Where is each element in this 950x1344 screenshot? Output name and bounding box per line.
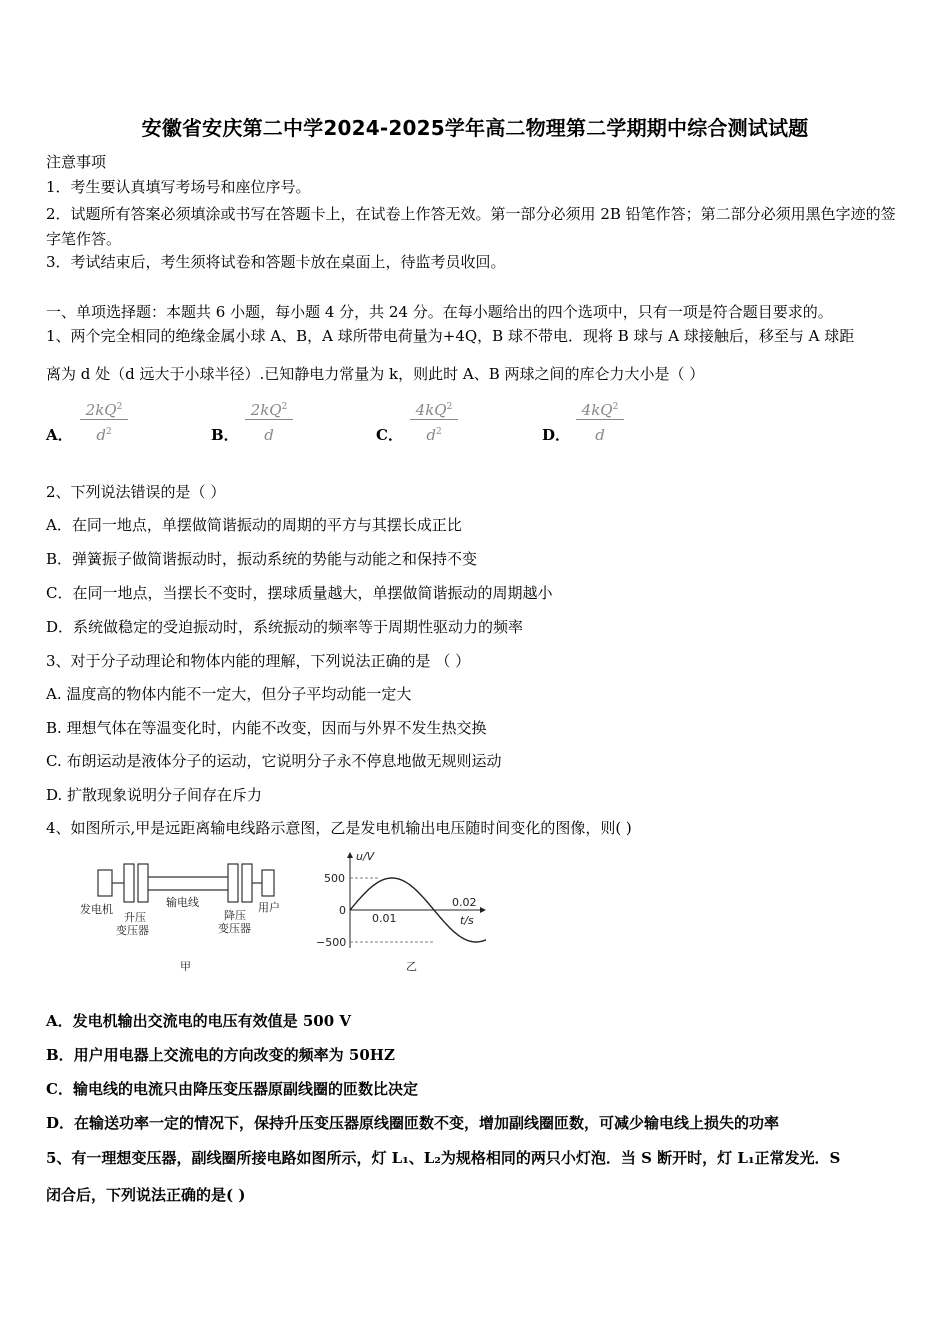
- label-step-up-2: 变压器: [116, 924, 149, 937]
- tick-0-01: 0.01: [372, 912, 397, 925]
- question-2-option-a[interactable]: A．在同一地点，单摆做简谐振动的周期的平方与其摆长成正比: [46, 516, 462, 534]
- question-3-option-a[interactable]: A. 温度高的物体内能不一定大，但分子平均动能一定大: [46, 685, 412, 703]
- fraction: $2kQ^2$ d: [241, 396, 297, 443]
- question-2-option-c[interactable]: C．在同一地点，当摆长不变时，摆球质量越大，单摆做简谐振动的周期越小: [46, 584, 553, 602]
- notice-item: 1．考生要认真填写考场号和座位序号。: [46, 178, 311, 196]
- tick-500: 500: [324, 872, 345, 885]
- question-4-figure: [76, 846, 486, 981]
- question-4-option-d[interactable]: D．在输送功率一定的情况下，保持升压变压器原线圈匝数不变，增加副线圈匝数，可减少输电线上损失的功率: [46, 1114, 780, 1132]
- option-label: C．: [376, 426, 403, 444]
- caption-right: 乙: [406, 960, 417, 973]
- label-user: 用户: [258, 901, 280, 914]
- question-3-option-c[interactable]: C. 布朗运动是液体分子的运动，它说明分子永不停息地做无规则运动: [46, 752, 502, 770]
- notice-heading: 注意事项: [46, 153, 107, 171]
- step-down-primary: [228, 864, 238, 902]
- tick-neg-500: −500: [316, 936, 347, 949]
- question-3-option-d[interactable]: D. 扩散现象说明分子间存在斥力: [46, 786, 263, 804]
- question-4-option-c[interactable]: C．输电线的电流只由降压变压器原副线圈的匝数比决定: [46, 1080, 418, 1098]
- question-4-option-a[interactable]: A．发电机输出交流电的电压有效值是 500 V: [46, 1012, 352, 1030]
- fraction: $4kQ^2$ $d^2$: [406, 396, 462, 443]
- u-axis-label: u/V: [356, 850, 375, 863]
- step-down-secondary: [242, 864, 252, 902]
- fraction: $4kQ^2$ d: [572, 396, 628, 443]
- generator-box: [98, 870, 112, 896]
- label-step-up-1: 升压: [124, 911, 146, 924]
- notice-item: 3．考试结束后，考生须将试卷和答题卡放在桌面上，待监考员收回。: [46, 253, 506, 271]
- t-axis-arrow: [480, 907, 486, 913]
- step-up-secondary: [138, 864, 148, 902]
- section-heading: 一、单项选择题：本题共 6 小题，每小题 4 分，共 24 分。在每小题给出的四个选项中，只有一项是符合题目要求的。: [46, 303, 833, 321]
- voltage-graph: [316, 850, 486, 973]
- question-5-line-1: 5、有一理想变压器，副线圈所接电路如图所示，灯 L₁、L₂为规格相同的两只小灯泡．当 S 断开时，灯 L₁正常发光．S: [46, 1149, 841, 1167]
- question-4-stem: 4、如图所示,甲是远距离输电线路示意图，乙是发电机输出电压随时间变化的图像，则( ): [46, 819, 632, 837]
- page-title: 安徽省安庆第二中学2024-2025学年高二物理第二学期期中综合测试试题: [141, 116, 809, 140]
- label-step-down-1: 降压: [224, 909, 246, 922]
- notice-item: 2．试题所有答案必须填涂或书写在答题卡上，在试卷上作答无效。第一部分必须用 2B 铅笔作答；第二部分必须用黑色字迹的签字笔作答。: [46, 205, 896, 248]
- user-box: [262, 870, 274, 896]
- fraction: $2kQ^2$ $d^2$: [76, 396, 132, 443]
- question-2-option-b[interactable]: B．弹簧振子做简谐振动时，振动系统的势能与动能之和保持不变: [46, 550, 478, 568]
- question-1-line-2: 离为 d 处（d 远大于小球半径）.已知静电力常量为 k，则此时 A、B 两球之间的库仑力大小是（ ）: [46, 365, 705, 383]
- option-label: B．: [211, 426, 239, 444]
- option-label: D．: [542, 426, 571, 444]
- question-3-option-b[interactable]: B. 理想气体在等温变化时，内能不改变，因而与外界不发生热交换: [46, 719, 487, 737]
- step-up-primary: [124, 864, 134, 902]
- question-3-stem: 3、对于分子动理论和物体内能的理解，下列说法正确的是 （ ）: [46, 652, 471, 670]
- label-line: 输电线: [166, 896, 199, 909]
- question-1-options: [46, 396, 906, 450]
- question-5-line-2: 闭合后，下列说法正确的是( ): [46, 1186, 246, 1204]
- option-label: A．: [46, 426, 73, 444]
- tick-0-02: 0.02: [452, 896, 477, 909]
- origin-label: 0: [339, 904, 346, 917]
- question-2-option-d[interactable]: D．系统做稳定的受迫振动时，系统振动的频率等于周期性驱动力的频率: [46, 618, 524, 636]
- question-4-option-b[interactable]: B．用户用电器上交流电的方向改变的频率为 50HZ: [46, 1046, 395, 1064]
- u-axis-arrow: [347, 852, 353, 858]
- label-generator: 发电机: [80, 903, 113, 916]
- label-step-down-2: 变压器: [218, 922, 251, 935]
- t-axis-label: t/s: [460, 914, 474, 927]
- caption-left: 甲: [180, 960, 191, 973]
- question-2-stem: 2、下列说法错误的是（ ）: [46, 483, 226, 501]
- question-1-line-1: 1、两个完全相同的绝缘金属小球 A、B，A 球所带电荷量为+4Q，B 球不带电．现将 B 球与 A 球接触后，移至与 A 球距: [46, 327, 855, 345]
